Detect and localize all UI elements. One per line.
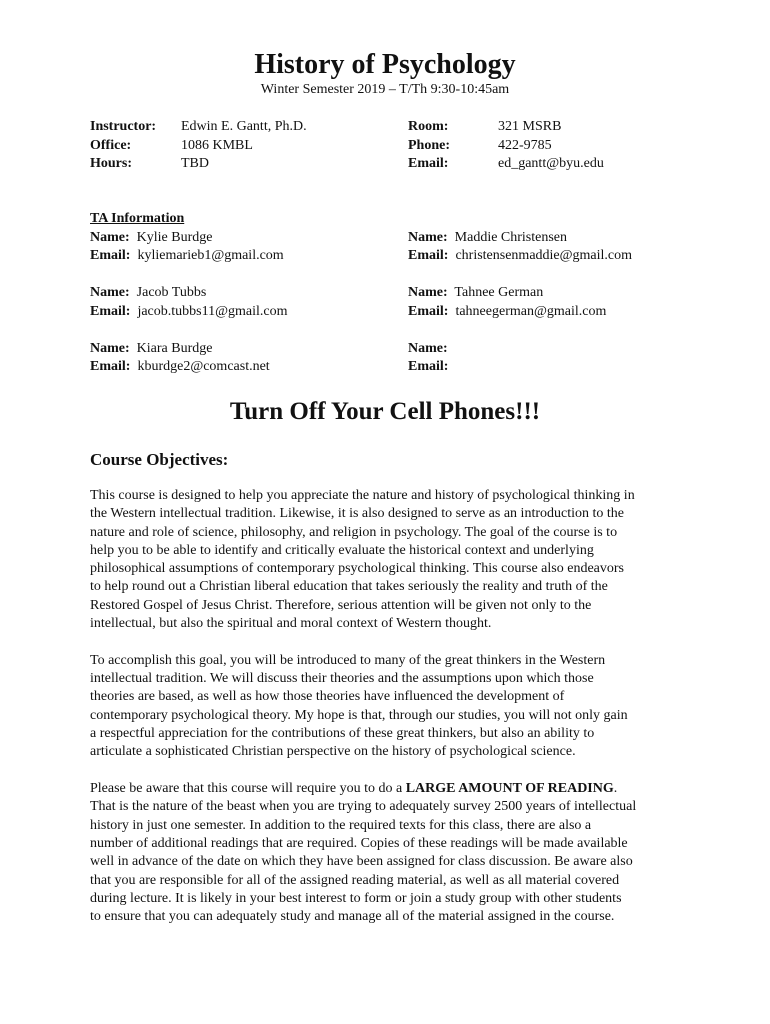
ta-name-label: Name:: [90, 285, 130, 300]
text-line: a respectful appreciation for the contributions of these great thinkers, but also an ability to: [90, 726, 595, 742]
text-line: help you to be able to identify and critically evaluate the historical context and underlying: [90, 542, 594, 558]
ta-email-label: Email:: [408, 248, 449, 263]
text-line: theories are based, as well as how those theories have influenced the development of: [90, 689, 565, 705]
ta-name-label: Name:: [408, 285, 448, 300]
ta-email: kyliemarieb1@gmail.com: [137, 248, 284, 263]
ta-email-label: Email:: [90, 248, 131, 263]
ta-email: jacob.tubbs11@gmail.com: [137, 303, 288, 319]
ta-name: Kylie Burdge: [136, 229, 213, 245]
ta-name-label: Name:: [408, 229, 448, 245]
text-line: well in advance of the date on which they have been assigned for class discussion. Be aware also: [90, 854, 633, 870]
ta-email-row: [90, 247, 690, 266]
cell-phone-banner: Turn Off Your Cell Phones!!!: [229, 398, 541, 425]
ta-name-row: [90, 284, 690, 303]
text-line: philosophical assumptions of contemporary psychological thinking. This course also endeavors: [90, 561, 624, 577]
email-label: Email:: [408, 156, 449, 171]
ta-name-row: [90, 340, 690, 359]
info-row-instructor: [90, 118, 690, 137]
ta-name-row: [90, 229, 690, 248]
reading-notice-suffix: .: [613, 781, 618, 797]
text-line: that you are responsible for all of the assigned reading material, as well as all material covered: [90, 872, 620, 888]
ta-name: Tahnee German: [454, 285, 544, 300]
text-line: intellectual, but also the spiritual and moral context of Western thought.: [90, 616, 492, 632]
ta-email-label: Email:: [408, 359, 449, 374]
ta-name-label: Name:: [90, 229, 130, 245]
office-value: 1086 KMBL: [181, 137, 253, 153]
info-row-hours: [90, 155, 690, 174]
instructor-email: ed_gantt@byu.edu: [498, 156, 604, 171]
document-title: History of Psychology: [254, 49, 516, 80]
text-line: That is the nature of the beast when you are trying to adequately survey 2500 years of intellectual: [90, 799, 637, 815]
ta-name: Maddie Christensen: [454, 229, 568, 245]
ta-email: christensenmaddie@gmail.com: [455, 248, 633, 263]
course-objectives-body: [90, 487, 690, 945]
ta-email-label: Email:: [408, 303, 449, 319]
reading-emphasis: LARGE AMOUNT OF READING: [405, 781, 614, 797]
ta-email: tahneegerman@gmail.com: [455, 303, 607, 319]
ta-heading: TA Information: [90, 211, 185, 226]
text-line: to help round out a Christian liberal education that takes seriously the reality and truth of the: [90, 579, 608, 595]
text-line: intellectual tradition. We will discuss their theories and the assumptions upon which those: [90, 671, 594, 687]
reading-notice-prefix: Please be aware that this course will require you to do a: [90, 781, 406, 797]
phone-label: Phone:: [408, 137, 450, 153]
phone-value: 422-9785: [498, 137, 552, 153]
text-line: To accomplish this goal, you will be introduced to many of the great thinkers in the Western: [90, 652, 606, 668]
room-label: Room:: [408, 119, 449, 134]
text-line: nature and role of science, philosophy, and religion in psychology. The goal of the course is to: [90, 524, 618, 540]
ta-email-label: Email:: [90, 303, 131, 319]
ta-name-label: Name:: [90, 340, 130, 356]
hours-value: TBD: [181, 156, 209, 171]
ta-email: kburdge2@comcast.net: [137, 359, 270, 374]
semester-schedule: Winter Semester 2019 – T/Th 9:30-10:45am: [260, 82, 510, 97]
objectives-paragraph-1: [90, 487, 690, 633]
objectives-paragraph-2: [90, 652, 690, 762]
instructor-info: [90, 118, 690, 174]
ta-email-label: Email:: [90, 359, 131, 374]
ta-email-row: [90, 303, 690, 322]
text-line: history in just one semester. In addition to the required texts for this class, there are also a: [90, 817, 592, 833]
room-value: 321 MSRB: [498, 119, 562, 134]
ta-email-row: [90, 358, 690, 377]
text-line: to ensure that you can adequately study and manage all of the material assigned in the course.: [90, 909, 615, 925]
text-line: number of additional readings that are required. Copies of these readings will be made available: [90, 836, 628, 852]
ta-name: Kiara Burdge: [136, 340, 213, 356]
text-line: the Western intellectual tradition. Likewise, it is also designed to serve as an introduction to the: [90, 506, 624, 522]
instructor-value: Edwin E. Gantt, Ph.D.: [181, 119, 307, 134]
hours-label: Hours:: [90, 156, 132, 171]
objectives-paragraph-3: [90, 780, 690, 926]
ta-name-label: Name:: [408, 340, 448, 356]
instructor-label: Instructor:: [90, 119, 157, 134]
ta-name: Jacob Tubbs: [136, 285, 207, 300]
info-row-office: [90, 137, 690, 156]
text-line: [90, 780, 690, 798]
text-line: This course is designed to help you appreciate the nature and history of psychological thinking in: [90, 488, 635, 503]
text-line: during lecture. It is likely in your best interest to form or join a study group with other students: [90, 890, 622, 906]
text-line: contemporary psychological theory. My hope is that, through our studies, you will not only gain: [90, 707, 628, 723]
text-line: Restored Gospel of Jesus Christ. Therefore, serious attention will be given not only to the: [90, 597, 592, 613]
ta-information: [90, 210, 690, 377]
office-label: Office:: [90, 137, 132, 153]
course-objectives-heading: Course Objectives:: [90, 450, 229, 469]
text-line: articulate a sophisticated Christian perspective on the history of psychological science.: [90, 744, 576, 760]
